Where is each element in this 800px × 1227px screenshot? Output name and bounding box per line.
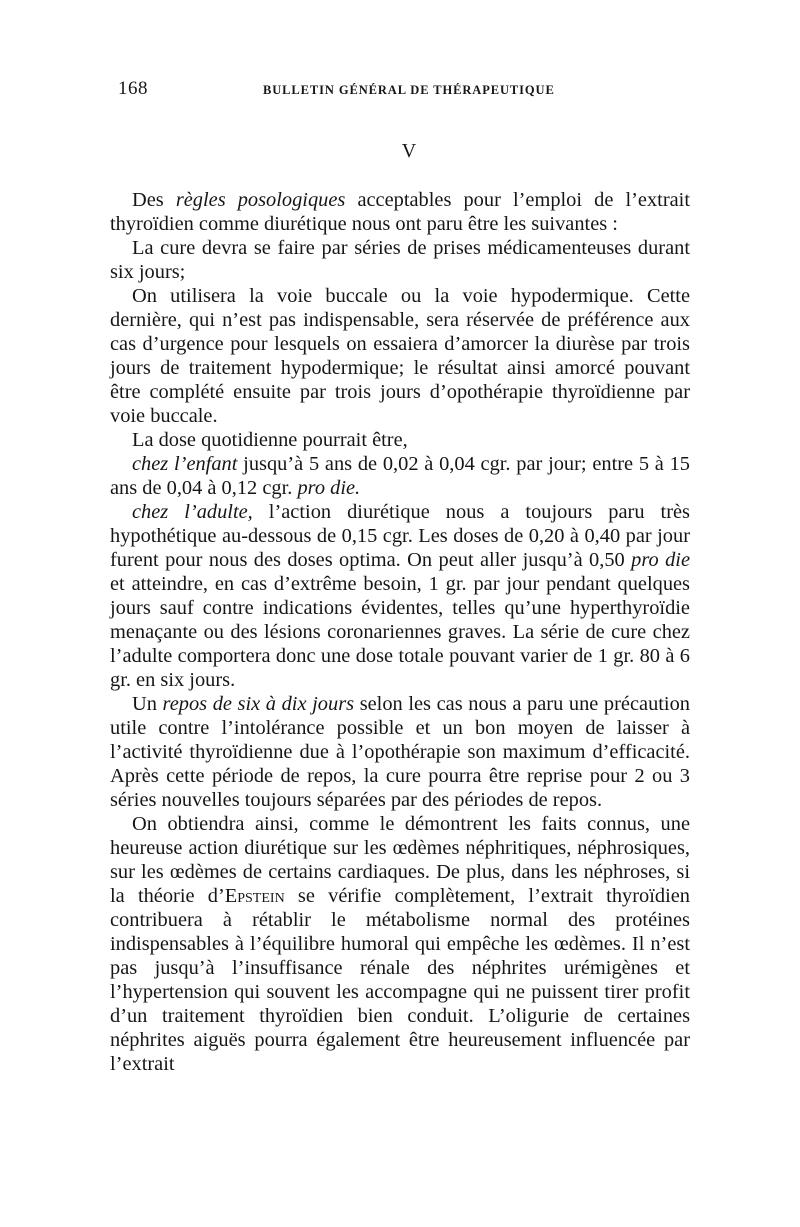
text-run: On utilisera la voie buccale ou la voie hypodermique. Cette dernière, qui n’est pas indispensable, sera réservée de préférence aux cas d’urgence pour lesquels on essaiera d’amorcer la diurèse par trois jours de traitement hypodermique; le résultat ainsi amorcé pouvant être complété ensuite par trois jours d’opothérapie thyroïdienne par voie buccale.	[110, 285, 690, 427]
italic-text: chez l’enfant	[132, 453, 238, 475]
paragraph-p3	[110, 284, 690, 428]
italic-text: pro die.	[297, 477, 361, 499]
text-run: jusqu’à 5 ans de 0,02 à 0,04 cgr. par jour; entre 5 à 15 ans de 0,04 à 0,12 cgr.	[110, 453, 690, 499]
italic-text: chez l’adulte,	[132, 501, 253, 523]
text-run: La cure devra se faire par séries de prises médicamenteuses durant six jours;	[110, 237, 690, 283]
body-text	[110, 188, 690, 1076]
section-heading: V	[401, 140, 417, 162]
paragraph-p8	[110, 812, 690, 1076]
text-run: On obtiendra ainsi, comme le démontrent les faits connus, une heureuse action diurétique sur les œdèmes néphritiques, néphrosiques, sur les œdèmes de certains cardiaques. De plus, dans les néphroses, si la théorie d’	[110, 813, 690, 907]
italic-text: pro die	[631, 549, 691, 571]
paragraph-p6	[110, 500, 690, 692]
text-run: Un	[132, 693, 163, 715]
running-head: BULLETIN GÉNÉRAL DE THÉRAPEUTIQUE	[263, 83, 555, 97]
text-run: se vérifie complètement, l’extrait thyroïdien contribuera à rétablir le métabolisme normal des protéines indispensables à l’équilibre humoral qui empêche les œdèmes. Il n’est pas jusqu’à l’insuffisance rénale des néphrites urémigènes et l’hypertension qui souvent les accompagne qui ne puissent tirer profit d’un traitement thyroïdien bien conduit. L’oligurie de certaines néphrites aiguës pourra également être heureusement influencée par l’extrait	[110, 885, 690, 1075]
paragraph-p5	[110, 452, 690, 500]
paragraph-p1	[110, 188, 690, 236]
paragraph-p2	[110, 236, 690, 284]
paragraph-p7	[110, 692, 690, 812]
page-number: 168	[118, 78, 148, 99]
text-run: et atteindre, en cas d’extrême besoin, 1 gr. par jour pendant quelques jours sauf contre indications évidentes, telles qu’une hyperthyroïdie menaçante ou des lésions coronariennes graves. La série de cure chez l’adulte comportera donc une dose totale pouvant varier de 1 gr. 80 à 6 gr. en six jours.	[110, 573, 690, 691]
page-header	[118, 78, 690, 104]
paragraph-p4	[110, 428, 690, 452]
text-run: acceptables pour l’emploi de l’extrait thyroïdien comme diurétique nous ont paru être les suivantes :	[110, 189, 690, 235]
text-run: Des	[132, 189, 176, 211]
text-run: La dose quotidienne pourrait être,	[132, 429, 408, 451]
italic-text: règles posologiques	[175, 189, 346, 211]
italic-text: repos de six à dix jours	[162, 693, 355, 715]
text-run: l’action diurétique nous a toujours paru très hypothétique au-dessous de 0,15 cgr. Les doses de 0,20 à 0,40 par jour furent pour nous des doses optima. On peut aller jusqu’à 0,50	[110, 501, 690, 571]
small-caps-name: Epstein	[224, 885, 285, 907]
text-run: selon les cas nous a paru une précaution utile contre l’intolérance possible et un bon moyen de laisser à l’activité thyroïdienne due à l’opothérapie son maximum d’efficacité. Après cette période de repos, la cure pourra être reprise pour 2 ou 3 séries nouvelles toujours séparées par des périodes de repos.	[110, 693, 690, 811]
